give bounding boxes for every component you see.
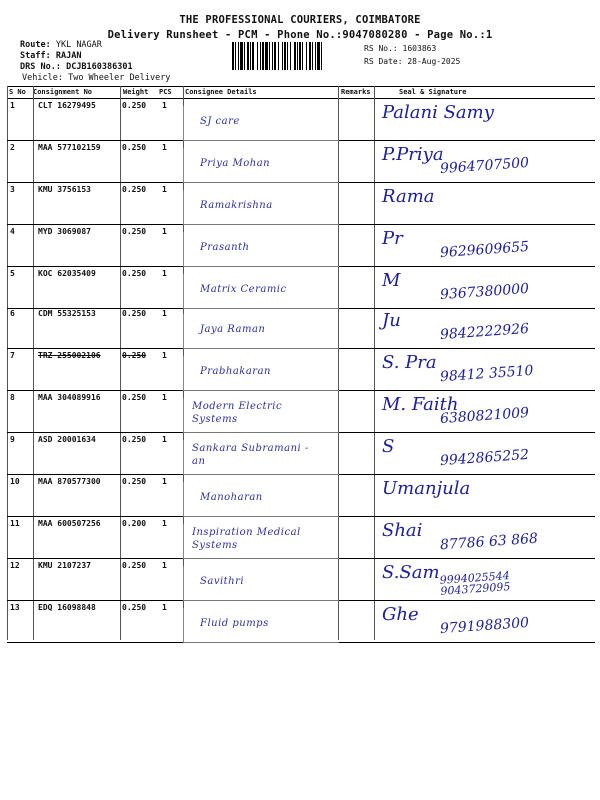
drs-label: DRS No.: (20, 62, 61, 72)
drs-field (20, 62, 133, 72)
weight-value: 0.250 (122, 101, 147, 110)
consignee-name: Jaya Raman (200, 324, 266, 335)
pcs-value: 1 (162, 603, 167, 612)
consignee-name: Matrix Ceramic (200, 284, 287, 295)
consignment-number: MAA 304089916 (38, 393, 101, 402)
drs-value: DCJB160386301 (66, 62, 133, 72)
serial-number: 7 (10, 351, 15, 360)
pcs-value: 1 (162, 561, 167, 570)
signature: Palani Samy (382, 102, 494, 123)
serial-number: 6 (10, 309, 15, 318)
signature: Umanjula (382, 478, 471, 499)
signature: Ghe (382, 604, 419, 625)
weight-value: 0.250 (122, 393, 147, 402)
signature-phone: 9842222926 (439, 320, 530, 344)
weight-value: 0.250 (122, 269, 147, 278)
col-consignment: Consignment No (33, 88, 93, 96)
consignment-number: MYD 3069087 (38, 227, 91, 236)
pcs-value: 1 (162, 227, 167, 236)
weight-value: 0.250 (122, 227, 147, 236)
serial-number: 5 (10, 269, 15, 278)
consignment-number: CLT 16279495 (38, 101, 96, 110)
weight-value: 0.250 (122, 435, 147, 444)
serial-number: 1 (10, 101, 15, 110)
consignment-number: EDQ 16098848 (38, 603, 96, 612)
signature-phone: 6380821009 (439, 404, 530, 428)
signature-phone: 9367380000 (439, 280, 530, 304)
weight-value: 0.250 (122, 351, 147, 360)
signature-phone: 9629609655 (439, 238, 530, 262)
signature-phone: 9994025544 9043729095 (439, 569, 511, 598)
consignee-name: Manoharan (200, 492, 263, 503)
col-consignee: Consignee Details (185, 88, 257, 96)
pcs-value: 1 (162, 435, 167, 444)
col-signature: Seal & Signature (399, 88, 467, 96)
signature-phone: 9942865252 (439, 446, 530, 470)
staff-label: Staff: (20, 51, 51, 61)
consignee-name: Fluid pumps (200, 618, 269, 629)
signature: S. Pra (382, 352, 437, 373)
signature: M (382, 270, 401, 291)
consignee-name: Inspiration Medical Systems (192, 527, 301, 551)
pcs-value: 1 (162, 351, 167, 360)
vehicle-label: Vehicle: (22, 73, 63, 83)
consignment-number: MAA 577102159 (38, 143, 101, 152)
col-remarks: Remarks (341, 88, 371, 96)
serial-number: 3 (10, 185, 15, 194)
pcs-value: 1 (162, 269, 167, 278)
consignee-name: Sankara Subramani -an (192, 443, 309, 467)
consignment-number: KMU 3756153 (38, 185, 91, 194)
consignee-name: Prasanth (200, 242, 250, 253)
weight-value: 0.250 (122, 309, 147, 318)
serial-number: 12 (10, 561, 20, 570)
signature: M. Faith (382, 394, 459, 415)
signature: Pr (382, 228, 403, 249)
staff-value: RAJAN (55, 51, 82, 61)
consignment-number: KOC 62035409 (38, 269, 96, 278)
consignment-number: ASD 20001634 (38, 435, 96, 444)
pcs-value: 1 (162, 477, 167, 486)
rs-date-field (364, 57, 460, 66)
signature-phone: 98412 35510 (439, 362, 534, 386)
weight-value: 0.250 (122, 603, 147, 612)
weight-value: 0.200 (122, 519, 147, 528)
serial-number: 11 (10, 519, 20, 528)
consignee-name: SJ care (200, 116, 240, 127)
pcs-value: 1 (162, 393, 167, 402)
pcs-value: 1 (162, 185, 167, 194)
runsheet-subtitle: Delivery Runsheet - PCM - Phone No.:9047080280 - Page No.:1 (107, 29, 493, 41)
page-title: THE PROFESSIONAL COURIERS, COIMBATORE (179, 14, 421, 26)
vehicle-field (22, 73, 170, 83)
signature-phone: 9791988300 (439, 614, 530, 638)
signature: P.Priya (382, 144, 444, 165)
serial-number: 4 (10, 227, 15, 236)
rs-no-label: RS No.: (364, 44, 398, 53)
rs-no-value: 1603863 (402, 44, 437, 53)
consignment-number: TRZ 255002106 (38, 351, 101, 360)
consignee-name: Prabhakaran (200, 366, 271, 377)
pcs-value: 1 (162, 101, 167, 110)
col-weight: Weight (123, 88, 149, 96)
signature-phone: 87786 63 868 (439, 530, 539, 554)
signature: Ju (382, 310, 401, 331)
col-sno: S No (9, 88, 26, 96)
rs-date-label: RS Date: (364, 57, 403, 66)
consignee-name: Savithri (200, 576, 245, 587)
consignment-number: KMU 2107237 (38, 561, 91, 570)
signature: Rama (382, 186, 435, 207)
staff-field (20, 51, 81, 61)
route-label: Route: (20, 40, 51, 50)
serial-number: 8 (10, 393, 15, 402)
consignment-number: CDM 55325153 (38, 309, 96, 318)
pcs-value: 1 (162, 143, 167, 152)
consignee-name: Modern Electric Systems (192, 401, 283, 425)
weight-value: 0.250 (122, 561, 147, 570)
vehicle-value: Two Wheeler Delivery (68, 73, 171, 83)
barcode (232, 42, 358, 70)
consignment-number: MAA 870577300 (38, 477, 101, 486)
serial-number: 2 (10, 143, 15, 152)
consignee-name: Priya Mohan (200, 158, 271, 169)
route-field (20, 40, 102, 50)
col-pcs: PCS (159, 88, 172, 96)
weight-value: 0.250 (122, 185, 147, 194)
signature: S (382, 436, 395, 457)
serial-number: 9 (10, 435, 15, 444)
signature: S.Sam (382, 562, 440, 583)
weight-value: 0.250 (122, 143, 147, 152)
serial-number: 10 (10, 477, 20, 486)
rs-no-field (364, 44, 436, 53)
signature: Shai (382, 520, 423, 541)
consignee-name: Ramakrishna (200, 200, 273, 211)
pcs-value: 1 (162, 519, 167, 528)
pcs-value: 1 (162, 309, 167, 318)
serial-number: 13 (10, 603, 20, 612)
rs-date-value: 28-Aug-2025 (407, 57, 461, 66)
weight-value: 0.250 (122, 477, 147, 486)
consignment-number: MAA 600507256 (38, 519, 101, 528)
route-value: YKL NAGAR (55, 40, 102, 50)
signature-phone: 9964707500 (439, 154, 530, 178)
